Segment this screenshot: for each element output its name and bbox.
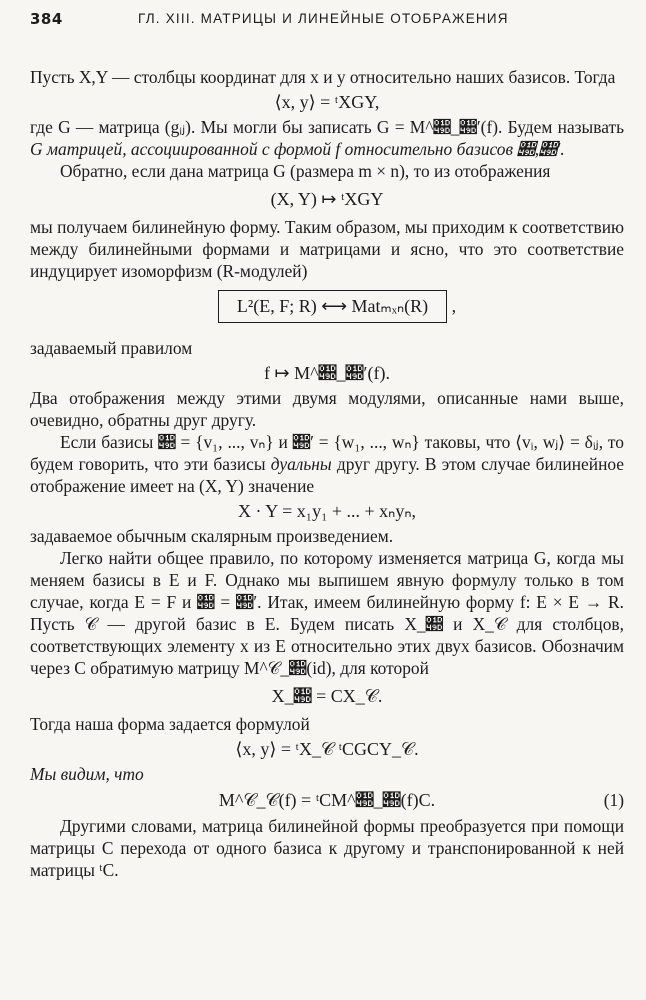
page-number: 384 — [30, 10, 63, 28]
running-title: ГЛ. XIII. МАТРИЦЫ И ЛИНЕЙНЫЕ ОТОБРАЖЕНИЯ — [138, 11, 509, 26]
equation-form-formula: ⟨x, y⟩ = ᵗX_𝒞 ᵗCGCY_𝒞. — [235, 739, 419, 759]
paragraph — [30, 116, 624, 160]
paragraph-we-see: Мы видим, что — [30, 764, 144, 784]
boxed-equation-row — [30, 290, 624, 323]
page-header — [30, 8, 626, 30]
paragraph: Два отображения между этими двумя модулями, описанные нами выше, очевидно, обратны друг другу. — [30, 388, 624, 430]
paragraph: Другими словами, матрица билинейной формы преобразуется при помощи матрицы C перехода от одного базиса к другому и транспонированной к ней матрицы ᵗC. — [30, 816, 624, 880]
equation-bilinear-form: ⟨x, y⟩ = ᵗXGY, — [274, 92, 380, 112]
term-dual: дуальны — [270, 454, 332, 474]
equation-mapping: (X, Y) ↦ ᵗXGY — [270, 189, 384, 209]
text-run: Если базисы 𝒝 = {v₁, ..., vₙ} и 𝒝′ = {w₁, ..., wₙ} таковы, что ⟨vᵢ, wⱼ⟩ = δᵢⱼ, то будем говорить, что эти базисы — [30, 432, 624, 474]
equation-scalar-product: X · Y = x₁y₁ + ... + xₙyₙ, — [237, 501, 416, 521]
boxed-isomorphism: L²(E, F; R) ⟷ Matₘₓₙ(R) — [218, 290, 447, 323]
paragraph: Легко найти общее правило, по которому изменяется матрица G, когда мы меняем базисы в E и F. Однако мы выпишем явную формулу только в том случае, когда E = F и 𝒝 = 𝒝′. Итак, имеем билинейную форму f: E × E → R. Пусть 𝒞 — другой базис в E. Будем писать X_𝒝 и X_𝒞 для столбцов, соответствующих элементу x из E относительно этих двух базисов. Обозначим через C обратимую матрицу M^𝒞_𝒝(id), для которой — [30, 548, 624, 678]
equation-numbered — [30, 789, 624, 811]
equation-number: (1) — [603, 790, 624, 810]
text-run: друг другу. В этом случае билинейное отображение имеет на (X, Y) значение — [30, 454, 624, 496]
paragraph: мы получаем билинейную форму. Таким образом, мы приходим к соответствию между билинейными формами и матрицами и ясно, что это соответствие индуцирует изоморфизм (R-модулей) — [30, 217, 624, 281]
paragraph: задаваемое обычным скалярным произведением. — [30, 526, 394, 546]
paragraph — [30, 431, 624, 497]
equation-transform: M^𝒞_𝒞(f) = ᵗCM^𝒝_𝒝(f)C. — [218, 790, 436, 810]
boxed-equation-punctuation: , — [451, 296, 457, 316]
page-body — [30, 66, 624, 881]
paragraph: Пусть X,Y — столбцы координат для x и y относительно наших базисов. Тогда — [30, 67, 616, 87]
equation-rule: f ↦ M^𝒝_𝒝′(f). — [264, 363, 390, 383]
text-run: где G — матрица (gᵢⱼ). Мы могли бы записать G = M^𝒝_𝒝′(f). Будем называть — [30, 117, 624, 137]
equation-change-of-basis: X_𝒝 = CX_𝒞. — [271, 686, 383, 706]
definition-emphasis: G матрицей, ассоциированной с формой f относительно базисов 𝒝,𝒝′. — [30, 139, 565, 159]
paragraph: Тогда наша форма задается формулой — [30, 714, 310, 734]
paragraph: Обратно, если дана матрица G (размера m × n), то из отображения — [60, 161, 551, 181]
paragraph: задаваемый правилом — [30, 338, 193, 358]
